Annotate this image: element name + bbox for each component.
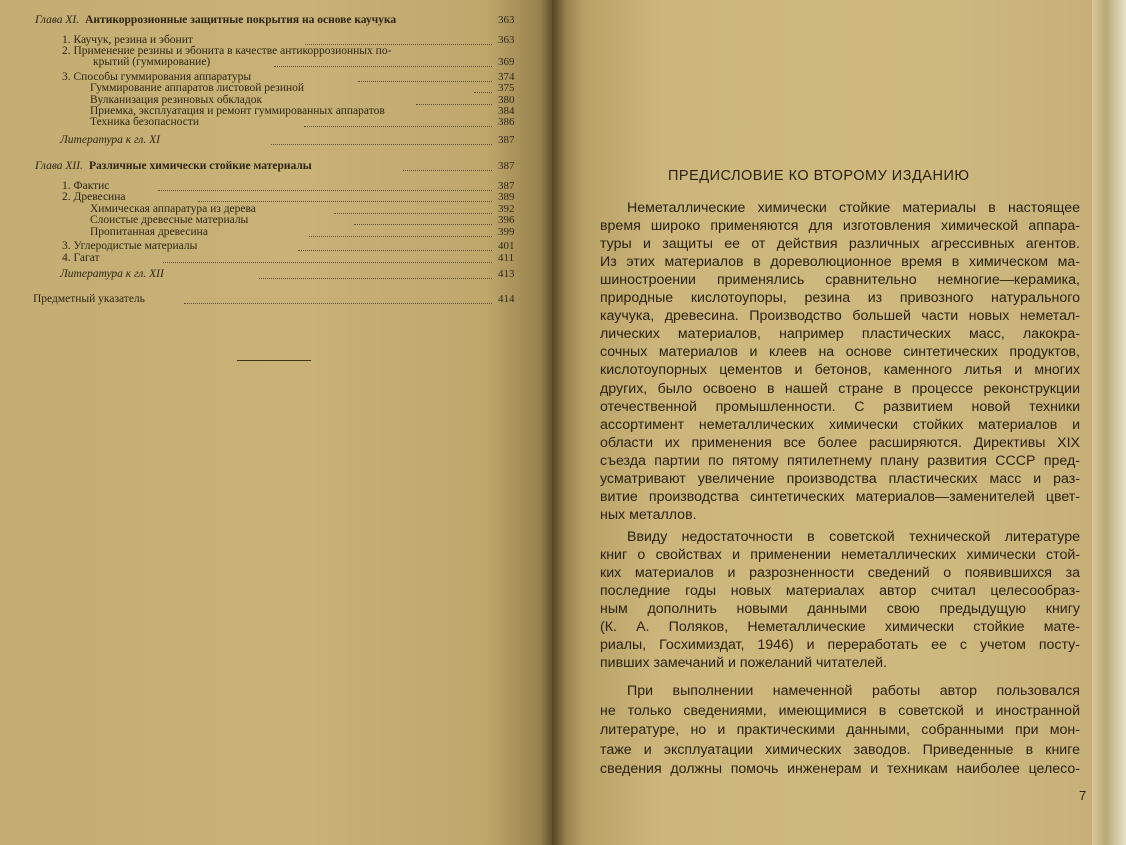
toc-page-number: 363 <box>498 34 515 46</box>
toc-leader-dots <box>274 65 492 67</box>
preface-line: пивших замечаний и пожеланий читателей. <box>600 655 887 672</box>
preface-line: кислотоупорных цементов и бетонов, каменного литья и многих <box>600 362 1080 379</box>
toc-entry-label: Глава XII. <box>35 160 83 172</box>
toc-entry-label: Техника безопасности <box>90 116 199 128</box>
toc-leader-dots <box>163 261 492 263</box>
toc-entry-label: Вулканизация резиновых обкладок <box>90 94 263 106</box>
toc-entry <box>60 134 160 147</box>
preface-line: лических материалов, например пластических масс, лакокра- <box>600 326 1080 343</box>
toc-entry-label: Предметный указатель <box>33 293 145 305</box>
toc-entry <box>60 268 164 281</box>
toc-entry-label: 3. Способы гуммирования аппаратуры <box>62 71 252 83</box>
preface-line: Неметаллические химически стойкие материалы в настоящее <box>627 200 1080 216</box>
toc-entry-label: Литература к гл. XI <box>60 134 161 146</box>
toc-entry-label: Химическая аппаратура из дерева <box>90 203 256 215</box>
toc-leader-dots <box>298 249 492 251</box>
book-gutter <box>540 0 566 845</box>
toc-leader-dots <box>403 169 492 171</box>
toc-entry-label: крытий (гуммирование) <box>93 56 211 68</box>
preface-line: время широко применяются для изготовления химической аппара- <box>600 218 1080 235</box>
toc-entry <box>90 116 199 129</box>
toc-entry-label: Гуммирование аппаратов листовой резиной <box>90 82 305 94</box>
preface-line: усматривают увеличение производства пластических масс и раз- <box>600 470 1080 487</box>
toc-leader-dots <box>309 235 492 237</box>
toc-leader-dots <box>198 200 492 202</box>
preface-line: шиностроении применялись сравнительно немногие—керамика, <box>600 272 1080 289</box>
page-edge <box>1092 0 1126 845</box>
toc-page-number: 387 <box>498 160 515 172</box>
toc-chapter-title: Антикоррозионные защитные покрытия на основе каучука <box>85 14 397 26</box>
toc-page-number: 389 <box>498 191 515 203</box>
toc-chapter-title: Различные химически стойкие материалы <box>88 160 312 172</box>
toc-entry <box>35 160 312 173</box>
preface-line: ным дополнить новыми данными свою предыдущую книгу <box>600 601 1080 618</box>
toc-leader-dots <box>334 212 492 214</box>
preface-title: ПРЕДИСЛОВИЕ КО ВТОРОМУ ИЗДАНИЮ <box>668 168 970 184</box>
toc-page-number: 363 <box>498 14 515 26</box>
preface-line: ных металлов. <box>600 506 697 523</box>
toc-entry <box>90 226 208 239</box>
toc-entry <box>62 252 100 265</box>
toc-entry-label: 1. Каучук, резина и эбонит <box>62 34 193 46</box>
preface-line: ких материалов и разрозненности сведений о появившихся за <box>600 565 1080 582</box>
preface-line: витие производства синтетических материалов—заменителей цвет- <box>600 488 1080 505</box>
separator-rule <box>237 360 311 361</box>
page-number: 7 <box>1079 788 1087 803</box>
toc-entry-label: 1. Фактис <box>62 180 110 192</box>
toc-leader-dots <box>184 302 492 304</box>
toc-leader-dots <box>358 80 492 82</box>
preface-line: литературе, но и практическими данными, собранными при мон- <box>600 722 1080 738</box>
preface-line: отечественной промышленности. С развитием новой техники <box>600 398 1080 415</box>
toc-entry-label: 2. Древесина <box>62 191 126 203</box>
preface-line: сочных материалов и клеев на основе синтетических продуктов, <box>600 344 1080 361</box>
preface-line: сведения должны помочь инженерам и техникам наиболее целесо- <box>600 761 1080 777</box>
toc-page-number: 392 <box>498 203 515 215</box>
toc-leader-dots <box>474 91 492 93</box>
toc-page-number: 387 <box>498 134 515 146</box>
toc-page-number: 374 <box>498 71 515 83</box>
toc-page-number: 387 <box>498 180 515 192</box>
toc-entry-label: 2. Применение резины и эбонита в качестве антикоррозионных по- <box>62 45 392 57</box>
toc-entry-label: 4. Гагат <box>62 252 100 264</box>
toc-leader-dots <box>354 223 492 225</box>
toc-entry-label: Пропитанная древесина <box>90 226 208 238</box>
preface-line: съезда партии по пятому пятилетнему плану развития СССР пред- <box>600 452 1080 469</box>
toc-page-number: 369 <box>498 56 515 68</box>
toc-entry <box>33 293 145 306</box>
toc-page-number: 399 <box>498 226 515 238</box>
toc-page-number: 413 <box>498 268 515 280</box>
preface-line: таже и эксплуатации химических заводов. Приведенные в книге <box>600 741 1080 758</box>
toc-leader-dots <box>259 277 492 279</box>
toc-page-number: 384 <box>498 105 515 117</box>
toc-leader-dots <box>271 143 492 145</box>
toc-entry-label: Литература к гл. XII <box>60 268 164 280</box>
preface-line: книг о свойствах и применении неметаллических химически стой- <box>600 547 1080 564</box>
toc-entry-label: Слоистые древесные материалы <box>90 214 249 226</box>
preface-line: не только сведениями, имеющимися в советской и иностранной <box>600 702 1080 719</box>
preface-line: каучука, древесина. Производство большей части новых неметал- <box>600 308 1080 325</box>
toc-entry-label: 3. Углеродистые материалы <box>62 240 198 252</box>
toc-leader-dots <box>416 103 492 105</box>
toc-entry <box>93 56 210 69</box>
toc-entry <box>35 14 396 27</box>
toc-page-number: 411 <box>498 252 515 264</box>
toc-page-number: 375 <box>498 82 515 94</box>
toc-leader-dots <box>304 125 492 127</box>
preface-line: (К. А. Поляков, Неметаллические химически стойкие мате- <box>600 619 1080 636</box>
toc-page-number: 380 <box>498 94 515 106</box>
preface-line: ассортимент неметаллических химически стойких материалов и <box>600 416 1080 433</box>
toc-page-number: 386 <box>498 116 515 128</box>
preface-line: последние годы новых материалах автор считал целесообраз- <box>600 583 1080 600</box>
preface-line: природные кислотоупоры, резина из привозного натурального <box>600 290 1080 307</box>
preface-line: риалы, Госхимиздат, 1946) и переработать ее с учетом посту- <box>600 637 1080 654</box>
toc-leader-dots <box>158 189 492 191</box>
toc-entry-label: Приемка, эксплуатация и ремонт гуммированных аппаратов <box>90 105 385 117</box>
preface-line: Из этих материалов в дореволюционное время в химическом ма- <box>600 254 1080 271</box>
toc-page-number: 396 <box>498 214 515 226</box>
toc-page-number: 401 <box>498 240 515 252</box>
preface-line: области их применения все более расширяются. Директивы XIX <box>600 434 1080 451</box>
toc-entry-label: Глава XI. <box>35 14 80 26</box>
preface-line: При выполнении намеченной работы автор пользовался <box>627 683 1080 699</box>
preface-line: Ввиду недостаточности в советской технической литературе <box>627 529 1080 545</box>
preface-line: других, было освоено в нашей стране в процессе реконструкции <box>600 380 1080 397</box>
toc-page-number: 414 <box>498 293 515 305</box>
preface-line: туры и защиты ее от действия различных агрессивных агентов. <box>600 236 1080 253</box>
